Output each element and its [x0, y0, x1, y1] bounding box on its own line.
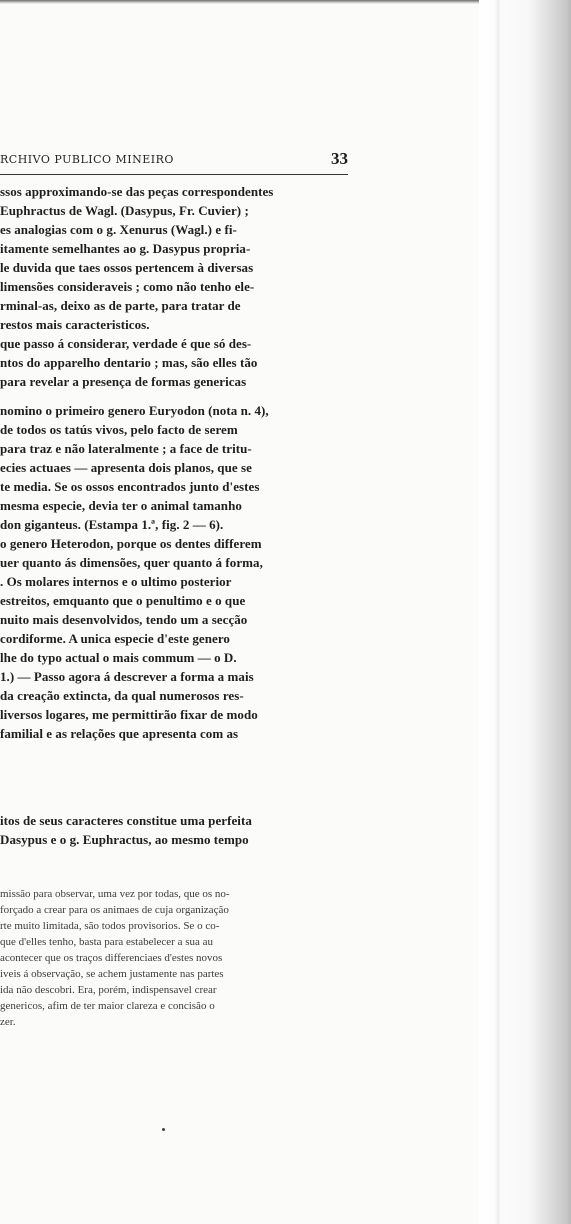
text-line: estreitos, emquanto que o penultimo e o que [0, 593, 246, 608]
text-line: uer quanto ás dimensões, quer quanto á forma, [0, 555, 263, 570]
text-line: de todos os tatús vivos, pelo facto de serem [0, 422, 238, 437]
closing-paragraph [0, 811, 348, 849]
footnote-line: forçado a crear para os animaes de cuja organização [0, 904, 229, 916]
body-text [0, 182, 348, 743]
page-gutter-shadow [479, 0, 571, 1224]
footnote-line: zer. [0, 1016, 16, 1028]
running-head [0, 149, 350, 173]
text-line: rminal-as, deixo as de parte, para tratar de [0, 298, 241, 313]
footnote-line: genericos, afim de ter maior clareza e concisão o [0, 1000, 215, 1012]
footnote-line: iveis á observação, se achem justamente nas partes [0, 968, 224, 980]
text-line: restos mais caracteristicos. [0, 317, 150, 332]
text-line: que passo á considerar, verdade é que só des- [0, 336, 252, 351]
print-speck [162, 1128, 165, 1131]
footnote-line: rte muito limitada, são todos provisorios. Se o co- [0, 920, 220, 932]
text-line: o genero Heterodon, porque os dentes differem [0, 536, 262, 551]
text-line: liversos logares, me permittirão fixar de modo [0, 707, 258, 722]
text-line: nuito mais desenvolvidos, tendo um a secção [0, 612, 248, 627]
text-line: limensões consideraveis ; como não tenho ele- [0, 279, 255, 294]
text-line: cordiforme. A unica especie d'este genero [0, 631, 230, 646]
text-line: es analogias com o g. Xenurus (Wagl.) e fi- [0, 222, 237, 237]
text-line: Euphractus de Wagl. (Dasypus, Fr. Cuvier) ; [0, 203, 249, 218]
footnote-line: ida não descobri. Era, porém, indispensavel crear [0, 984, 217, 996]
text-line: . Os molares internos e o ultimo posterior [0, 574, 232, 589]
text-line: itamente semelhantes ao g. Dasypus propria- [0, 241, 251, 256]
footnotes [0, 886, 348, 1030]
text-line: ecies actuaes — apresenta dois planos, que se [0, 460, 252, 475]
text-line: Dasypus e o g. Euphractus, ao mesmo tempo [0, 832, 249, 847]
text-line: familial e as relações que apresenta com as [0, 726, 239, 741]
footnote-line: missão para observar, uma vez por todas, que os no- [0, 888, 230, 900]
text-line: para traz e não lateralmente ; a face de tritu- [0, 441, 252, 456]
running-title: RCHIVO PUBLICO MINEIRO [0, 153, 174, 166]
page-number: 33 [331, 149, 348, 168]
text-line: le duvida que taes ossos pertencem à diversas [0, 260, 254, 275]
text-line: lhe do typo actual o mais commum — o D. [0, 650, 237, 665]
text-line: itos de seus caracteres constitue uma perfeita [0, 813, 252, 828]
footnote-line: que d'elles tenho, basta para estabelecer a sua au [0, 936, 214, 948]
text-line: don giganteus. (Estampa 1.ª, fig. 2 — 6). [0, 517, 224, 532]
footnote-line: acontecer que os traços differenciaes d'estes novos [0, 952, 223, 964]
text-line: 1.) — Passo agora á descrever a forma a mais [0, 669, 254, 684]
text-line: ssos approximando-se das peças correspondentes [0, 184, 274, 199]
header-rule [0, 174, 348, 176]
text-line: da creação extincta, da qual numerosos res- [0, 688, 244, 703]
text-line: nomino o primeiro genero Euryodon (nota n. 4), [0, 403, 269, 418]
page-edge [495, 0, 501, 1224]
text-line: mesma especie, devia ter o animal tamanho [0, 498, 242, 513]
text-line: para revelar a presença de formas genericas [0, 374, 247, 389]
text-line: te media. Se os ossos encontrados junto d'estes [0, 479, 260, 494]
text-line: ntos do apparelho dentario ; mas, são elles tão [0, 355, 258, 370]
